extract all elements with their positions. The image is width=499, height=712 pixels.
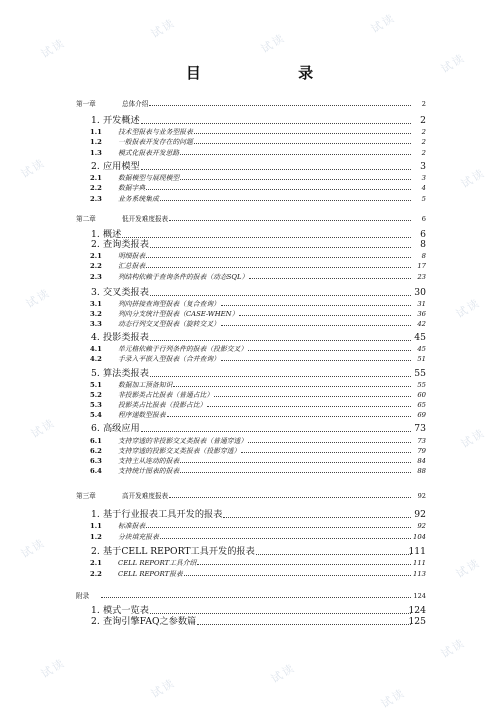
toc-entry[interactable] bbox=[0, 213, 499, 223]
toc-entry-title: 支持穿透的非投影交叉类报表（普通穿透） bbox=[118, 437, 248, 445]
toc-entry-number: 1. bbox=[91, 605, 100, 616]
toc-entry-page: 45 bbox=[414, 332, 426, 343]
toc-entry[interactable] bbox=[0, 147, 499, 157]
page-title: 目 录 bbox=[185, 64, 360, 82]
dot-leader bbox=[207, 406, 411, 407]
toc-entry-page: 111 bbox=[413, 559, 426, 567]
watermark-text: 试读 bbox=[438, 636, 468, 661]
toc-entry-title: 手录入平嵌入型报表（合并查询） bbox=[118, 355, 220, 363]
watermark-text: 试读 bbox=[258, 31, 288, 56]
toc-entry-number: 第三章 bbox=[76, 492, 96, 500]
toc-entry-number: 2.2 bbox=[90, 184, 102, 192]
toc-entry-title: 程序递数型报表 bbox=[118, 411, 166, 419]
toc-entry-title: 列向拼接查询型报表（复合查询） bbox=[118, 300, 220, 308]
toc-entry-page: 92 bbox=[417, 492, 426, 500]
dot-leader bbox=[150, 247, 411, 248]
toc-entry-number: 4. bbox=[91, 332, 100, 343]
toc-entry-title: 数据模型与展现模型 bbox=[118, 174, 180, 182]
toc-entry-title: 总体介绍 bbox=[122, 100, 149, 108]
dot-leader bbox=[149, 105, 411, 106]
toc-entry-number: 6.1 bbox=[90, 437, 102, 445]
toc-entry-page: 2 bbox=[421, 128, 426, 136]
toc-entry-number: 3. bbox=[91, 287, 100, 298]
dot-leader bbox=[169, 497, 411, 498]
toc-entry-page: 45 bbox=[417, 345, 426, 353]
toc-entry-page: 111 bbox=[408, 546, 426, 557]
toc-entry[interactable] bbox=[0, 590, 499, 600]
toc-entry-page: 36 bbox=[417, 310, 426, 318]
dot-leader bbox=[194, 133, 411, 134]
toc-entry-title: 一般报表开发存在的问题 bbox=[118, 138, 193, 146]
toc-entry-title: 动态行列交叉型报表（旋转交叉） bbox=[118, 320, 220, 328]
dot-leader bbox=[160, 538, 411, 539]
dot-leader bbox=[223, 517, 411, 518]
toc-entry[interactable] bbox=[0, 424, 499, 434]
toc-entry[interactable] bbox=[0, 240, 499, 250]
toc-entry-page: 73 bbox=[414, 423, 426, 434]
toc-entry-page: 8 bbox=[420, 239, 426, 250]
toc-entry[interactable] bbox=[0, 617, 499, 627]
toc-entry-page: 92 bbox=[417, 522, 426, 530]
dot-leader bbox=[180, 179, 411, 180]
toc-entry-number: 2.1 bbox=[90, 252, 102, 260]
toc-entry-page: 55 bbox=[417, 381, 426, 389]
toc-entry-page: 23 bbox=[417, 273, 426, 281]
toc-entry-page: 124 bbox=[413, 592, 426, 600]
toc-entry-number: 3.2 bbox=[90, 310, 102, 318]
dot-leader bbox=[197, 564, 411, 565]
watermark-text: 试读 bbox=[438, 51, 468, 76]
watermark-text: 试读 bbox=[38, 36, 68, 61]
toc-entry[interactable] bbox=[0, 445, 499, 455]
toc-entry[interactable] bbox=[0, 399, 499, 409]
toc-entry[interactable] bbox=[0, 193, 499, 203]
toc-entry-title: 高级应用 bbox=[103, 423, 140, 434]
toc-entry-title: 列结构依赖于查询条件的报表（动态SQL） bbox=[118, 273, 249, 281]
toc-entry-number: 4.2 bbox=[90, 355, 102, 363]
toc-entry-page: 2 bbox=[420, 115, 426, 126]
toc-entry-title: 明细报表 bbox=[118, 252, 146, 260]
toc-entry-number: 2. bbox=[91, 546, 100, 557]
toc-entry[interactable] bbox=[0, 136, 499, 146]
dot-leader bbox=[221, 360, 411, 361]
toc-entry-number: 1.1 bbox=[90, 522, 102, 530]
toc-entry-number: 1.1 bbox=[90, 128, 102, 136]
dot-leader bbox=[150, 376, 411, 377]
dot-leader bbox=[197, 624, 411, 625]
toc-entry[interactable] bbox=[0, 298, 499, 308]
dot-leader bbox=[146, 267, 411, 268]
toc-entry-number: 2.1 bbox=[90, 174, 102, 182]
toc-entry[interactable] bbox=[0, 318, 499, 328]
toc-entry-number: 附录 bbox=[76, 592, 90, 600]
toc-entry[interactable] bbox=[0, 182, 499, 192]
toc-entry[interactable] bbox=[0, 308, 499, 318]
toc-entry[interactable] bbox=[0, 250, 499, 260]
toc-entry[interactable] bbox=[0, 271, 499, 281]
toc-entry-page: 113 bbox=[413, 570, 426, 578]
toc-entry[interactable] bbox=[0, 260, 499, 270]
watermark-text: 试读 bbox=[368, 11, 398, 36]
dot-leader bbox=[256, 554, 411, 555]
toc-entry-page: 6 bbox=[421, 215, 426, 223]
toc-entry-number: 5. bbox=[91, 368, 100, 379]
dot-leader bbox=[141, 169, 411, 170]
watermark-text: 试读 bbox=[458, 426, 488, 451]
toc-entry-number: 5.1 bbox=[90, 381, 102, 389]
toc-entry-number: 2.3 bbox=[90, 195, 102, 203]
toc-entry-title: 查询类报表 bbox=[103, 239, 149, 250]
watermark-text: 试读 bbox=[268, 661, 298, 686]
toc-entry-title: 基于CELL REPORT工具开发的报表 bbox=[103, 546, 255, 557]
toc-entry-page: 2 bbox=[421, 100, 426, 108]
toc-entry-title: 业务系统集成 bbox=[118, 195, 159, 203]
toc-entry-title: 高开发难度报表 bbox=[122, 492, 169, 500]
dot-leader bbox=[141, 431, 411, 432]
toc-entry[interactable] bbox=[0, 172, 499, 182]
toc-entry-title: 低开发难度报表 bbox=[122, 215, 169, 223]
watermark-text: 试读 bbox=[23, 286, 53, 311]
toc-entry-number: 6.2 bbox=[90, 447, 102, 455]
toc-entry[interactable] bbox=[0, 510, 499, 520]
toc-entry-title: 非投影类占比报表（普通占比） bbox=[118, 391, 214, 399]
toc-entry[interactable] bbox=[0, 126, 499, 136]
dot-leader bbox=[146, 527, 411, 528]
dot-leader bbox=[194, 143, 411, 144]
toc-entry-page: 55 bbox=[414, 368, 426, 379]
toc-entry-page: 3 bbox=[421, 174, 426, 182]
dot-leader bbox=[248, 350, 411, 351]
toc-entry-page: 8 bbox=[421, 252, 426, 260]
toc-entry-page: 6 bbox=[420, 229, 426, 240]
toc-entry-title: 开发概述 bbox=[103, 115, 140, 126]
toc-entry-title: 交叉类报表 bbox=[103, 287, 149, 298]
toc-entry[interactable] bbox=[0, 369, 499, 379]
toc-entry-number: 5.4 bbox=[90, 411, 102, 419]
toc-entry-title: 标准报表 bbox=[118, 522, 146, 530]
watermark-text: 试读 bbox=[18, 156, 48, 181]
toc-entry-page: 65 bbox=[417, 401, 426, 409]
toc-entry-page: 3 bbox=[420, 161, 426, 172]
toc-entry-title: 单元格依赖于行列条件的报表（投影交叉） bbox=[118, 345, 248, 353]
toc-entry-title: CELL REPORT工具介绍 bbox=[118, 559, 197, 567]
toc-entry-number: 5.3 bbox=[90, 401, 102, 409]
toc-entry-number: 2. bbox=[91, 239, 100, 250]
dot-leader bbox=[146, 189, 411, 190]
toc-entry-number: 1.2 bbox=[90, 138, 102, 146]
toc-entry-title: 技术型报表与业务型报表 bbox=[118, 128, 193, 136]
toc-entry-title: 支持穿透的投影交叉类报表（投影穿透） bbox=[118, 447, 241, 455]
toc-entry[interactable] bbox=[0, 520, 499, 530]
watermark-text: 试读 bbox=[18, 536, 48, 561]
toc-entry-page: 5 bbox=[421, 195, 426, 203]
dot-leader bbox=[169, 220, 411, 221]
toc-entry-number: 6. bbox=[91, 423, 100, 434]
toc-entry-number: 第一章 bbox=[76, 100, 96, 108]
toc-entry-number: 1.2 bbox=[90, 533, 102, 541]
toc-entry-page: 88 bbox=[417, 467, 426, 475]
toc-entry-number: 1. bbox=[91, 509, 100, 520]
toc-entry-number: 3.1 bbox=[90, 300, 102, 308]
toc-entry-title: 数据字典 bbox=[118, 184, 146, 192]
toc-entry-number: 5.2 bbox=[90, 391, 102, 399]
toc-entry[interactable] bbox=[0, 547, 499, 557]
dot-leader bbox=[160, 200, 411, 201]
watermark-text: 试读 bbox=[28, 416, 58, 441]
toc-entry[interactable] bbox=[0, 379, 499, 389]
toc-entry-page: 124 bbox=[408, 605, 426, 616]
toc-entry-page: 17 bbox=[417, 262, 426, 270]
watermark-text: 试读 bbox=[453, 296, 483, 321]
toc-entry-number: 6.4 bbox=[90, 467, 102, 475]
toc-entry[interactable] bbox=[0, 557, 499, 567]
toc-entry-number: 1. bbox=[91, 229, 100, 240]
toc-entry-page: 60 bbox=[417, 391, 426, 399]
dot-leader bbox=[180, 472, 411, 473]
dot-leader bbox=[249, 278, 411, 279]
toc-entry-number: 6.3 bbox=[90, 457, 102, 465]
toc-entry-page: 30 bbox=[414, 287, 426, 298]
toc-entry-title: 基于行业报表工具开发的报表 bbox=[103, 509, 223, 520]
toc-entry-title: 投影类报表 bbox=[103, 332, 149, 343]
dot-leader bbox=[146, 257, 411, 258]
dot-leader bbox=[173, 386, 411, 387]
dot-leader bbox=[214, 396, 411, 397]
watermark-text: 试读 bbox=[148, 16, 178, 41]
toc-entry[interactable] bbox=[0, 162, 499, 172]
dot-leader bbox=[180, 462, 411, 463]
toc-entry-title: 支持主从连动的报表 bbox=[118, 457, 180, 465]
toc-entry-number: 2. bbox=[91, 616, 100, 627]
toc-entry-title: 算法类报表 bbox=[103, 368, 149, 379]
toc-entry[interactable] bbox=[0, 353, 499, 363]
toc-entry-title: 查询引擎FAQ之参数篇 bbox=[103, 616, 197, 627]
watermark-text: 试读 bbox=[453, 556, 483, 581]
toc-entry-page: 92 bbox=[414, 509, 426, 520]
toc-entry[interactable] bbox=[0, 568, 499, 578]
dot-leader bbox=[239, 315, 411, 316]
toc-entry-title: 概述 bbox=[103, 229, 122, 240]
dot-leader bbox=[241, 452, 411, 453]
watermark-text: 试读 bbox=[38, 656, 68, 681]
toc-entry-page: 69 bbox=[417, 411, 426, 419]
toc-entry[interactable] bbox=[0, 98, 499, 108]
watermark-text: 试读 bbox=[458, 166, 488, 191]
toc-entry-page: 42 bbox=[417, 320, 426, 328]
toc-entry-title: CELL REPORT报表 bbox=[118, 570, 183, 578]
watermark-text: 试读 bbox=[148, 676, 178, 701]
toc-entry-page: 2 bbox=[421, 138, 426, 146]
dot-leader bbox=[248, 442, 411, 443]
toc-entry-title: 分块填充报表 bbox=[118, 533, 159, 541]
toc-entry-number: 4.1 bbox=[90, 345, 102, 353]
toc-entry-title: 数据加工预备知识 bbox=[118, 381, 173, 389]
dot-leader bbox=[150, 340, 411, 341]
toc-entry-title: 投影类占比报表（投影占比） bbox=[118, 401, 207, 409]
dot-leader bbox=[180, 154, 411, 155]
toc-entry-number: 2.2 bbox=[90, 262, 102, 270]
toc-entry[interactable] bbox=[0, 409, 499, 419]
dot-leader bbox=[184, 575, 411, 576]
toc-entry[interactable] bbox=[0, 343, 499, 353]
toc-entry-number: 2.3 bbox=[90, 273, 102, 281]
toc-entry-page: 31 bbox=[417, 300, 426, 308]
toc-entry-number: 2. bbox=[91, 161, 100, 172]
dot-leader bbox=[150, 295, 411, 296]
toc-entry-number: 2.2 bbox=[90, 570, 102, 578]
toc-entry-page: 79 bbox=[417, 447, 426, 455]
toc-entry[interactable] bbox=[0, 288, 499, 298]
toc-entry-title: 模式一览表 bbox=[103, 605, 149, 616]
toc-entry-number: 2.1 bbox=[90, 559, 102, 567]
toc-entry-title: 支持统计图表的报表 bbox=[118, 467, 180, 475]
toc-entry-number: 1. bbox=[91, 115, 100, 126]
toc-entry-page: 104 bbox=[413, 533, 426, 541]
toc-entry-page: 125 bbox=[408, 616, 426, 627]
toc-entry-page: 4 bbox=[421, 184, 426, 192]
toc-entry-page: 51 bbox=[417, 355, 426, 363]
toc-entry-page: 73 bbox=[417, 437, 426, 445]
toc-entry-title: 列向分支统计型报表（CASE-WHEN） bbox=[118, 310, 239, 318]
toc-entry[interactable] bbox=[0, 490, 499, 500]
toc-entry[interactable] bbox=[0, 435, 499, 445]
watermark-text: 试读 bbox=[378, 686, 408, 711]
toc-entry[interactable] bbox=[0, 465, 499, 475]
toc-entry-title: 模式化报表开发思路 bbox=[118, 149, 180, 157]
dot-leader bbox=[167, 416, 411, 417]
toc-entry[interactable] bbox=[0, 389, 499, 399]
toc-entry[interactable] bbox=[0, 531, 499, 541]
dot-leader bbox=[141, 123, 411, 124]
toc-entry[interactable] bbox=[0, 116, 499, 126]
dot-leader bbox=[221, 305, 411, 306]
toc-entry-page: 2 bbox=[421, 149, 426, 157]
toc-entry-title: 应用模型 bbox=[103, 161, 140, 172]
toc-entry-title: 汇总报表 bbox=[118, 262, 146, 270]
toc-entry-number: 1.3 bbox=[90, 149, 102, 157]
toc-entry-number: 第二章 bbox=[76, 215, 96, 223]
toc-entry-number: 3.3 bbox=[90, 320, 102, 328]
dot-leader bbox=[101, 597, 411, 598]
toc-entry[interactable] bbox=[0, 333, 499, 343]
dot-leader bbox=[221, 325, 411, 326]
toc-entry-page: 84 bbox=[417, 457, 426, 465]
toc-entry[interactable] bbox=[0, 455, 499, 465]
